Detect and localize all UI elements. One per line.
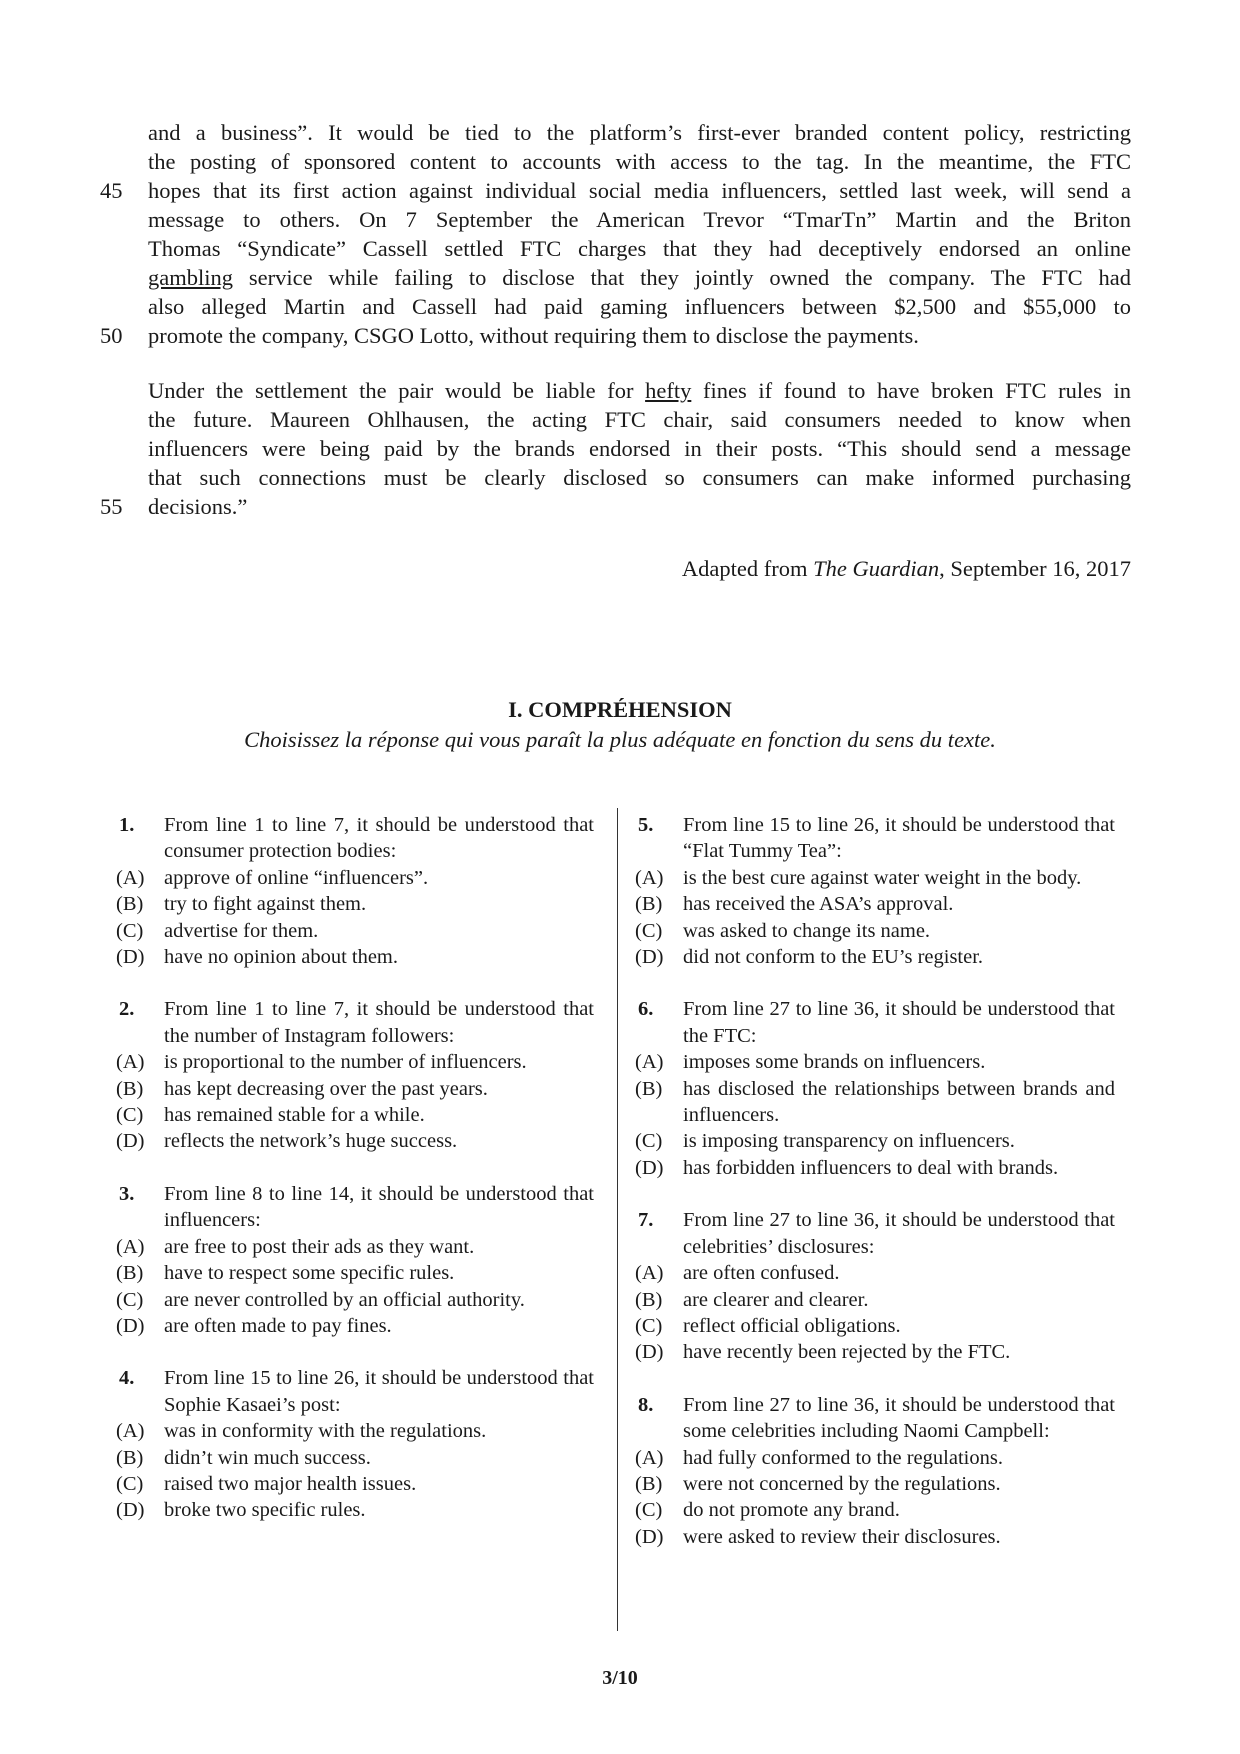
passage-line-start: Under the settlement the pair would be liable for <box>148 378 634 403</box>
answer-option[interactable] <box>635 1128 1115 1154</box>
answer-option[interactable] <box>635 1049 1115 1075</box>
option-text: do not promote any brand. <box>683 1499 900 1522</box>
source-prefix: Adapted from <box>681 556 814 581</box>
answer-option[interactable] <box>635 1339 1115 1365</box>
option-letter: (B) <box>635 893 663 916</box>
question-text: From line 15 to line 26, it should be understood that Sophie Kasaei’s post: <box>164 1367 594 1416</box>
option-text: has disclosed the relationships between brands and influencers. <box>683 1077 1115 1127</box>
option-letter: (D) <box>116 946 145 969</box>
option-letter: (A) <box>635 1446 664 1469</box>
question-2 <box>116 996 594 1154</box>
passage-line: message to others. On 7 September the American Trevor “TmarTn” Martin and the Briton <box>148 207 1131 232</box>
source-citation <box>682 554 1131 583</box>
option-letter: (A) <box>116 866 145 889</box>
answer-option[interactable] <box>635 944 1115 970</box>
column-divider <box>617 808 618 1631</box>
answer-option[interactable] <box>116 1102 594 1128</box>
option-letter: (C) <box>635 1130 663 1153</box>
option-text: are often confused. <box>683 1262 840 1285</box>
option-letter: (B) <box>635 1077 663 1100</box>
answer-option[interactable] <box>116 1471 594 1497</box>
line-number-45: 45 <box>100 178 123 203</box>
section-instruction: Choisissez la réponse qui vous paraît la plus adéquate en fonction du sens du texte. <box>244 727 996 752</box>
answer-option[interactable] <box>116 1260 594 1286</box>
answer-option[interactable] <box>116 1497 594 1523</box>
option-text: were not concerned by the regulations. <box>683 1472 1001 1495</box>
answer-option[interactable] <box>116 1076 594 1102</box>
answer-option[interactable] <box>116 1287 594 1313</box>
source-title: The Guardian <box>813 556 940 581</box>
passage-line-end: fines if found to have broken FTC rules in <box>702 378 1131 403</box>
option-letter: (B) <box>116 1446 144 1469</box>
answer-option[interactable] <box>116 1313 594 1339</box>
option-text: have no opinion about them. <box>164 946 398 969</box>
option-text: imposes some brands on influencers. <box>683 1051 986 1074</box>
option-text: have recently been rejected by the FTC. <box>683 1341 1011 1364</box>
option-text: was in conformity with the regulations. <box>164 1420 487 1443</box>
answer-option[interactable] <box>635 891 1115 917</box>
question-text: From line 27 to line 36, it should be understood that the FTC: <box>683 998 1115 1047</box>
option-text: is the best cure against water weight in the body. <box>683 866 1082 889</box>
option-letter: (A) <box>116 1235 145 1258</box>
answer-option[interactable] <box>116 1418 594 1444</box>
line-number-50: 50 <box>100 323 123 348</box>
option-letter: (C) <box>635 1314 663 1337</box>
passage-line-rest: service while failing to disclose that they jointly owned the company. The FTC had <box>248 265 1132 290</box>
option-text: are clearer and clearer. <box>683 1288 869 1311</box>
passage-line: the posting of sponsored content to accounts with access to the tag. In the meantime, the FTC <box>148 149 1131 174</box>
source-date: , September 16, 2017 <box>939 556 1131 581</box>
question-number: 3. <box>119 1182 135 1205</box>
option-letter: (D) <box>635 1525 664 1548</box>
option-letter: (D) <box>116 1314 145 1337</box>
option-text: reflect official obligations. <box>683 1314 901 1337</box>
option-letter: (A) <box>635 1051 664 1074</box>
question-number: 1. <box>119 814 135 836</box>
answer-option[interactable] <box>116 1234 594 1260</box>
option-letter: (C) <box>116 919 144 942</box>
answer-option[interactable] <box>116 891 594 917</box>
option-letter: (B) <box>635 1288 663 1311</box>
answer-option[interactable] <box>635 918 1115 944</box>
question-4 <box>116 1365 594 1523</box>
option-text: is imposing transparency on influencers. <box>683 1130 1015 1153</box>
option-text: had fully conformed to the regulations. <box>683 1446 1003 1469</box>
option-text: has remained stable for a while. <box>164 1104 425 1127</box>
answer-option[interactable] <box>635 1497 1115 1523</box>
option-letter: (A) <box>116 1051 145 1074</box>
question-number: 6. <box>638 998 654 1021</box>
question-text: From line 1 to line 7, it should be understood that consumer protection bodies: <box>164 814 594 863</box>
answer-option[interactable] <box>635 1260 1115 1286</box>
option-text: reflects the network’s huge success. <box>164 1130 458 1153</box>
option-text: broke two specific rules. <box>164 1499 366 1522</box>
option-text: has forbidden influencers to deal with brands. <box>683 1156 1059 1179</box>
option-text: didn’t win much success. <box>164 1446 371 1469</box>
passage-line: also alleged Martin and Cassell had paid gaming influencers between $2,500 and $55,000 to <box>148 294 1131 319</box>
option-letter: (A) <box>635 1262 664 1285</box>
option-text: advertise for them. <box>164 919 319 942</box>
question-number: 8. <box>638 1393 654 1416</box>
option-text: are free to post their ads as they want. <box>164 1235 475 1258</box>
option-text: are never controlled by an official authority. <box>164 1288 525 1311</box>
questions-right-column <box>635 812 1115 1576</box>
option-text: was asked to change its name. <box>683 919 931 942</box>
option-text: raised two major health issues. <box>164 1472 417 1495</box>
question-text: From line 27 to line 36, it should be understood that celebrities’ disclosures: <box>683 1209 1115 1258</box>
option-letter: (C) <box>635 919 663 942</box>
option-text: has received the ASA’s approval. <box>683 893 954 916</box>
option-letter: (D) <box>116 1499 145 1522</box>
answer-option[interactable] <box>116 918 594 944</box>
answer-option[interactable] <box>635 1287 1115 1313</box>
answer-option[interactable] <box>635 1076 1115 1129</box>
underlined-word-gambling: gambling <box>148 265 233 290</box>
passage-paragraph-2 <box>148 376 1131 521</box>
option-letter: (D) <box>635 1156 664 1179</box>
question-text: From line 1 to line 7, it should be understood that the number of Instagram followers: <box>164 998 594 1047</box>
option-text: is proportional to the number of influencers. <box>164 1051 527 1074</box>
option-letter: (B) <box>635 1472 663 1495</box>
question-number: 2. <box>119 998 135 1021</box>
question-1 <box>116 812 594 970</box>
question-7 <box>635 1207 1115 1365</box>
question-text: From line 15 to line 26, it should be understood that “Flat Tummy Tea”: <box>683 814 1115 863</box>
option-text: are often made to pay fines. <box>164 1314 392 1337</box>
question-text: From line 8 to line 14, it should be understood that influencers: <box>164 1182 594 1232</box>
option-letter: (C) <box>635 1499 663 1522</box>
question-text: From line 27 to line 36, it should be understood that some celebrities including Naomi Campbell: <box>683 1393 1115 1443</box>
passage-paragraph-1 <box>148 118 1131 350</box>
passage-line: influencers were being paid by the brands endorsed in their posts. “This should send a message <box>148 436 1131 461</box>
option-letter: (C) <box>116 1288 144 1311</box>
underlined-word-hefty: hefty <box>645 378 692 403</box>
option-letter: (C) <box>116 1104 144 1127</box>
answer-option[interactable] <box>635 1155 1115 1181</box>
option-text: has kept decreasing over the past years. <box>164 1077 488 1100</box>
passage-line: promote the company, CSGO Lotto, without requiring them to disclose the payments. <box>148 323 919 348</box>
answer-option[interactable] <box>116 1128 594 1154</box>
option-letter: (A) <box>116 1420 145 1443</box>
question-5 <box>635 812 1115 970</box>
option-letter: (B) <box>116 893 144 916</box>
answer-option[interactable] <box>116 1445 594 1471</box>
option-text: were asked to review their disclosures. <box>683 1525 1001 1548</box>
questions-left-column <box>116 812 594 1550</box>
option-text: approve of online “influencers”. <box>164 866 429 889</box>
option-letter: (D) <box>635 946 664 969</box>
option-letter: (C) <box>116 1472 144 1495</box>
option-text: have to respect some specific rules. <box>164 1262 455 1285</box>
answer-option[interactable] <box>116 944 594 970</box>
question-number: 7. <box>638 1209 654 1232</box>
option-letter: (A) <box>635 866 664 889</box>
option-letter: (B) <box>116 1077 144 1100</box>
passage-line: the future. Maureen Ohlhausen, the acting FTC chair, said consumers needed to know when <box>148 407 1131 432</box>
answer-option[interactable] <box>635 1524 1115 1550</box>
option-text: did not conform to the EU’s register. <box>683 946 984 969</box>
answer-option[interactable] <box>635 1313 1115 1339</box>
question-8 <box>635 1392 1115 1550</box>
passage-line: Thomas “Syndicate” Cassell settled FTC charges that they had deceptively endorsed an online <box>148 236 1131 261</box>
answer-option[interactable] <box>116 1049 594 1075</box>
passage-line: that such connections must be clearly disclosed so consumers can make informed purchasing <box>148 465 1131 490</box>
line-number-55: 55 <box>100 494 123 519</box>
option-letter: (D) <box>635 1341 664 1364</box>
question-number: 4. <box>119 1367 135 1390</box>
question-number: 5. <box>638 814 654 836</box>
option-text: try to fight against them. <box>164 893 367 916</box>
option-letter: (B) <box>116 1262 144 1285</box>
passage-line: decisions.” <box>148 494 248 519</box>
answer-option[interactable] <box>635 1445 1115 1471</box>
question-6 <box>635 996 1115 1181</box>
section-title: I. COMPRÉHENSION <box>508 697 732 722</box>
answer-option[interactable] <box>635 1471 1115 1497</box>
passage-line: and a business”. It would be tied to the platform’s first-ever branded content policy, restricting <box>148 120 1131 145</box>
passage-line-with-underline <box>148 263 1131 292</box>
passage-line-with-underline <box>148 376 1131 405</box>
answer-option[interactable] <box>635 865 1115 891</box>
option-letter: (D) <box>116 1130 145 1153</box>
page-number: 3/10 <box>602 1667 638 1689</box>
question-3 <box>116 1181 594 1339</box>
passage-line: hopes that its first action against individual social media influencers, settled last week, will send a <box>148 178 1131 203</box>
answer-option[interactable] <box>116 865 594 891</box>
